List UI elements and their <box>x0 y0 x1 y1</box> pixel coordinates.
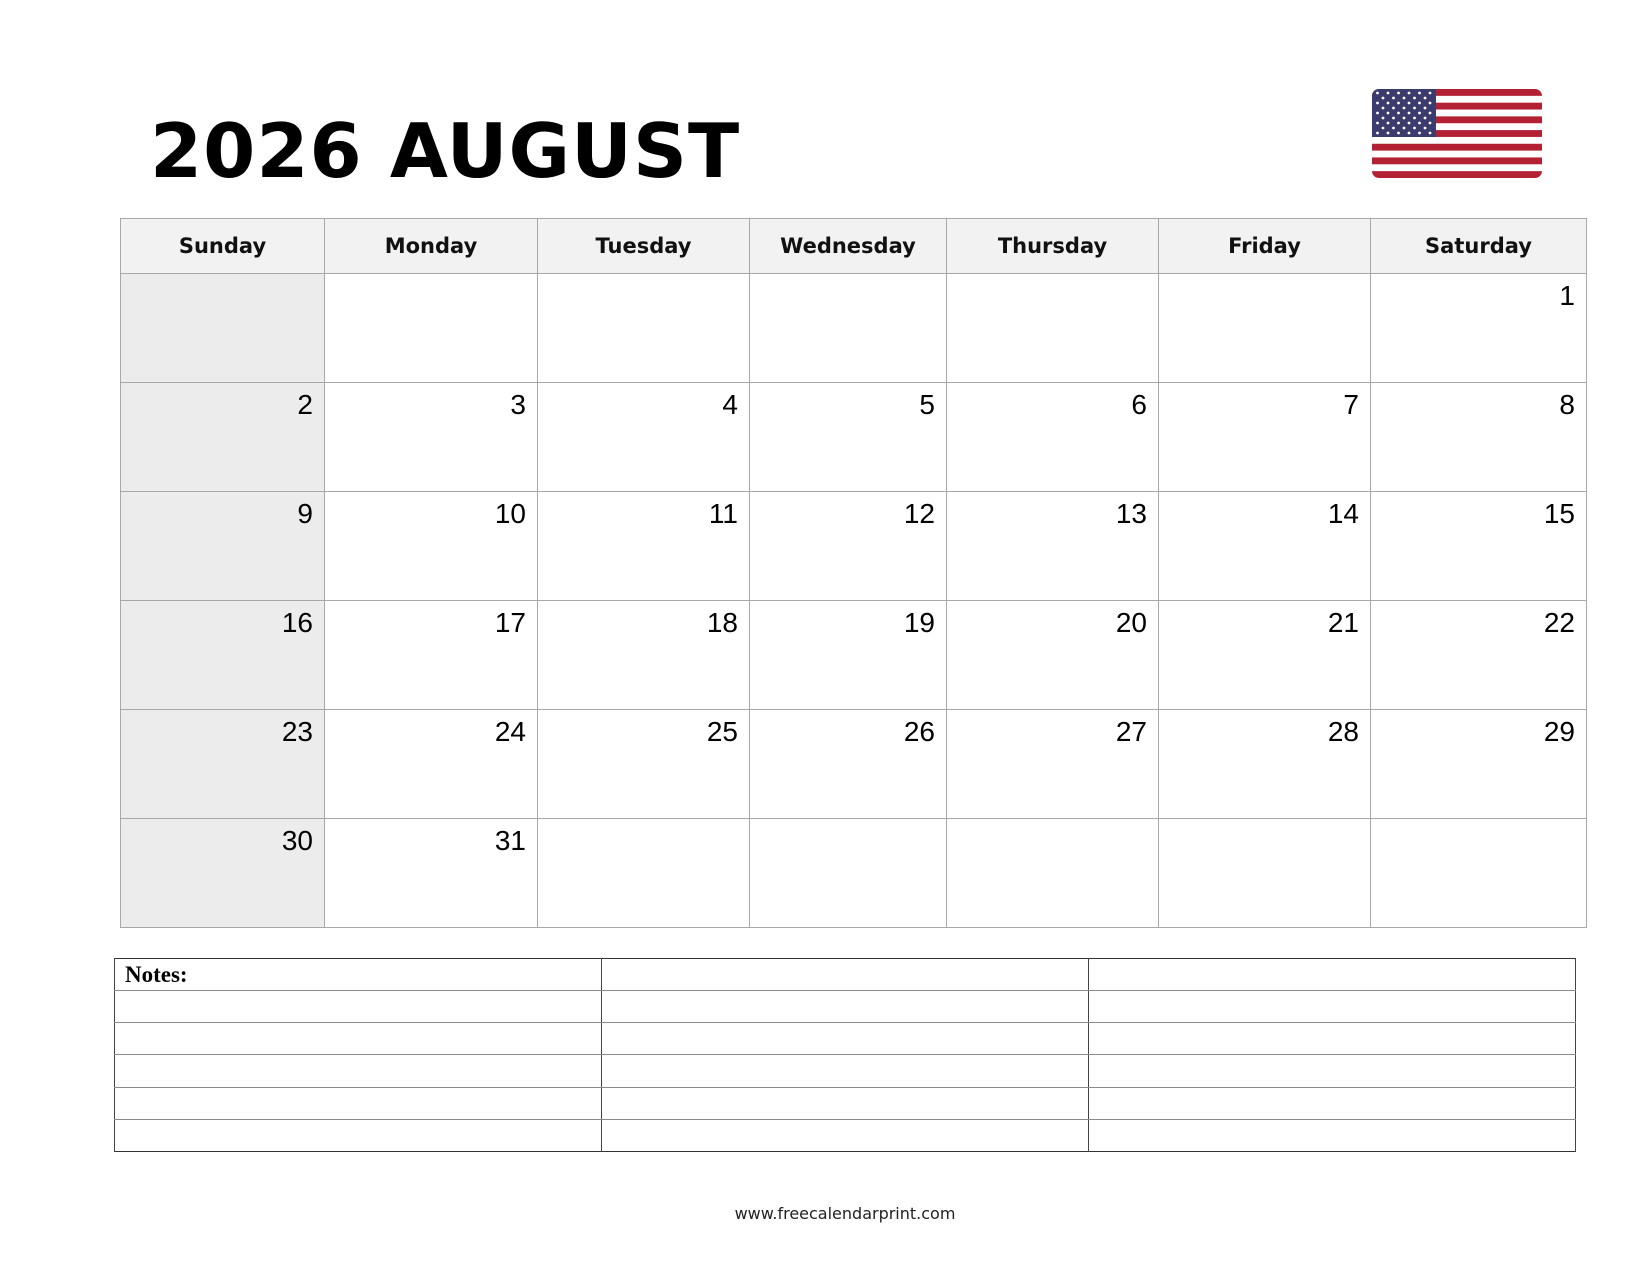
day-number: 7 <box>1343 389 1359 420</box>
day-number: 4 <box>722 389 738 420</box>
day-cell <box>538 710 750 819</box>
day-cell <box>750 710 947 819</box>
notes-table <box>114 958 1576 1152</box>
day-cell <box>1159 492 1371 601</box>
day-cell <box>121 383 325 492</box>
day-cell <box>1371 601 1587 710</box>
day-cell <box>325 710 538 819</box>
notes-line[interactable] <box>602 1119 1089 1151</box>
day-number <box>538 819 749 825</box>
day-cell <box>1371 383 1587 492</box>
notes-row <box>115 991 1576 1023</box>
notes-line[interactable] <box>602 959 1089 991</box>
day-number <box>1159 274 1370 280</box>
day-cell <box>947 274 1159 383</box>
day-cell <box>121 274 325 383</box>
day-cell <box>1371 274 1587 383</box>
day-number: 29 <box>1543 716 1575 747</box>
day-number <box>750 274 946 280</box>
day-number: 11 <box>708 498 738 529</box>
day-cell <box>538 819 750 928</box>
calendar-grid <box>120 218 1587 928</box>
day-cell <box>750 819 947 928</box>
day-number: 17 <box>494 607 526 638</box>
day-cell <box>538 601 750 710</box>
day-number: 31 <box>494 825 526 856</box>
day-number: 27 <box>1115 716 1147 747</box>
day-cell <box>1159 383 1371 492</box>
day-cell <box>1159 819 1371 928</box>
weekday-header: Thursday <box>947 219 1159 274</box>
notes-line[interactable] <box>115 1055 602 1087</box>
weekday-header: Saturday <box>1371 219 1587 274</box>
day-number: 8 <box>1559 389 1575 420</box>
us-flag-icon <box>1372 89 1542 178</box>
notes-line[interactable] <box>1089 1119 1576 1151</box>
day-number <box>750 819 946 825</box>
day-number: 22 <box>1543 607 1575 638</box>
day-cell <box>1159 710 1371 819</box>
day-number <box>1159 819 1370 825</box>
day-cell <box>750 492 947 601</box>
notes-row <box>115 1087 1576 1119</box>
day-cell <box>947 383 1159 492</box>
day-cell <box>325 274 538 383</box>
day-number: 19 <box>903 607 935 638</box>
day-cell <box>1371 710 1587 819</box>
notes-line[interactable] <box>602 1055 1089 1087</box>
day-number: 6 <box>1131 389 1147 420</box>
weekday-header: Wednesday <box>750 219 947 274</box>
day-cell <box>750 383 947 492</box>
day-cell <box>325 819 538 928</box>
day-cell <box>325 383 538 492</box>
day-cell <box>325 492 538 601</box>
day-cell <box>947 492 1159 601</box>
notes-row <box>115 1023 1576 1055</box>
notes-line[interactable] <box>115 1087 602 1119</box>
notes-label: Notes: <box>115 959 602 991</box>
weekday-header: Sunday <box>121 219 325 274</box>
week-row <box>121 274 1587 383</box>
notes-line[interactable] <box>115 1023 602 1055</box>
week-row <box>121 601 1587 710</box>
footer-url[interactable]: www.freecalendarprint.com <box>734 1204 956 1223</box>
day-number <box>947 819 1158 825</box>
day-cell <box>947 601 1159 710</box>
day-number: 24 <box>494 716 526 747</box>
day-cell <box>750 601 947 710</box>
day-number: 25 <box>706 716 738 747</box>
notes-line[interactable] <box>1089 991 1576 1023</box>
day-number: 9 <box>297 498 313 529</box>
day-number: 14 <box>1327 498 1359 529</box>
notes-line[interactable] <box>1089 1055 1576 1087</box>
day-number: 28 <box>1327 716 1359 747</box>
day-cell <box>538 383 750 492</box>
day-number <box>121 274 324 280</box>
weekday-header: Friday <box>1159 219 1371 274</box>
day-cell <box>1371 492 1587 601</box>
day-cell <box>750 274 947 383</box>
notes-line[interactable] <box>602 1023 1089 1055</box>
day-cell <box>947 710 1159 819</box>
weekday-header-row <box>121 219 1587 274</box>
weekday-header: Tuesday <box>538 219 750 274</box>
week-row <box>121 492 1587 601</box>
day-cell <box>1159 274 1371 383</box>
notes-row <box>115 1055 1576 1087</box>
day-cell <box>121 492 325 601</box>
notes-line[interactable] <box>602 991 1089 1023</box>
day-number: 26 <box>903 716 935 747</box>
day-number: 13 <box>1115 498 1147 529</box>
day-number: 23 <box>281 716 313 747</box>
day-number: 12 <box>903 498 935 529</box>
notes-row <box>115 959 1576 991</box>
day-cell <box>325 601 538 710</box>
day-cell <box>1371 819 1587 928</box>
day-number: 10 <box>494 498 526 529</box>
day-number: 1 <box>1559 280 1575 311</box>
day-number: 3 <box>510 389 526 420</box>
day-number: 2 <box>297 389 313 420</box>
day-cell <box>538 274 750 383</box>
notes-line[interactable] <box>1089 1087 1576 1119</box>
calendar-title: 2026 AUGUST <box>150 107 741 195</box>
day-number <box>325 274 537 280</box>
day-number <box>947 274 1158 280</box>
day-number <box>1371 819 1586 825</box>
notes-line[interactable] <box>602 1087 1089 1119</box>
day-number: 20 <box>1115 607 1147 638</box>
notes-line[interactable] <box>1089 959 1576 991</box>
notes-line[interactable] <box>115 991 602 1023</box>
day-number <box>538 274 749 280</box>
week-row <box>121 383 1587 492</box>
day-cell <box>121 819 325 928</box>
day-number: 30 <box>281 825 313 856</box>
notes-row <box>115 1119 1576 1151</box>
day-cell <box>121 710 325 819</box>
weekday-header: Monday <box>325 219 538 274</box>
notes-line[interactable] <box>115 1119 602 1151</box>
day-number: 15 <box>1543 498 1575 529</box>
week-row <box>121 710 1587 819</box>
day-number: 5 <box>919 389 935 420</box>
day-number: 16 <box>281 607 313 638</box>
day-cell <box>947 819 1159 928</box>
week-row <box>121 819 1587 928</box>
day-cell <box>121 601 325 710</box>
day-number: 21 <box>1327 607 1359 638</box>
day-number: 18 <box>706 607 738 638</box>
day-cell <box>538 492 750 601</box>
notes-line[interactable] <box>1089 1023 1576 1055</box>
day-cell <box>1159 601 1371 710</box>
